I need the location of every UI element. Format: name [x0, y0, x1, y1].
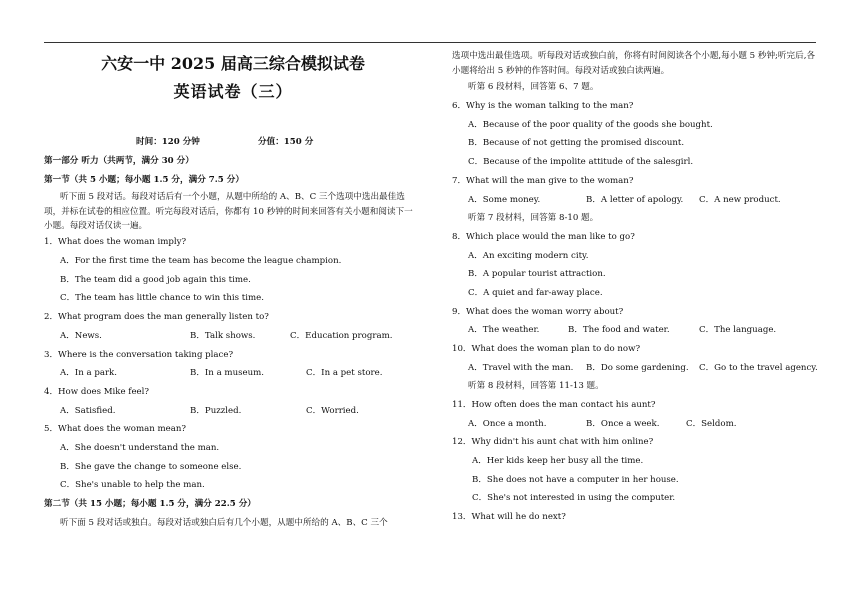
q4-option-b: B．Puzzled. [190, 406, 242, 416]
q4-option-a: A．Satisfied. [60, 406, 116, 416]
q2-option-c: C．Education program. [290, 331, 393, 341]
q5-option-b: B．She gave the change to someone else. [60, 462, 242, 472]
question-9: 9．What does the woman worry about? [452, 307, 624, 317]
question-1: 1．What does the woman imply? [44, 237, 187, 247]
question-5: 5．What does the woman mean? [44, 424, 187, 434]
q11-option-a: A．Once a month. [468, 419, 547, 429]
exam-title: 六安一中 2025 届高三综合模拟试卷 [101, 54, 365, 73]
q8-option-c: C．A quiet and far-away place. [468, 288, 603, 298]
q7-option-c: C．A new product. [699, 195, 781, 205]
q6-option-c: C．Because of the impolite attitude of the salesgirl. [468, 157, 694, 167]
q5-option-c: C．She's unable to help the man. [60, 480, 205, 490]
q7-option-a: A．Some money. [468, 195, 541, 205]
question-10: 10．What does the woman plan to do now? [452, 344, 641, 354]
q12-option-b: B．She does not have a computer in her house. [472, 475, 679, 485]
q8-option-b: B．A popular tourist attraction. [468, 269, 606, 279]
section2-heading: 第二节（共 15 小题；每小题 1.5 分，满分 22.5 分） [44, 499, 256, 509]
part1-heading: 第一部分 听力（共两节，满分 30 分） [44, 156, 194, 166]
section1-heading: 第一节（共 5 小题；每小题 1.5 分，满分 7.5 分） [44, 175, 244, 185]
q5-option-a: A．She doesn't understand the man. [60, 443, 220, 453]
question-7: 7．What will the man give to the woman? [452, 176, 634, 186]
q6-option-a: A．Because of the poor quality of the goods she bought. [468, 120, 713, 130]
exam-time: 时间：120 分钟 [136, 137, 200, 147]
q10-option-a: A．Travel with the man. [468, 363, 574, 373]
exam-subtitle: 英语试卷（三） [173, 82, 293, 101]
material-6-note: 听第 6 段材料，回答第 6、7 题。 [468, 82, 599, 92]
q4-option-c: C．Worried. [306, 406, 359, 416]
q12-option-a: A．Her kids keep her busy all the time. [472, 456, 644, 466]
section1-instructions: 听下面 5 段对话。每段对话后有一个小题，从题中所给的 A、B、C 三个选项中选出最佳选项，并标在试卷的相应位置。听完每段对话后，你都有 10 秒钟的时间来回答有关小题和阅读下一小题。每段对话仅读一遍。 [44, 192, 413, 231]
question-13: 13．What will he do next? [452, 512, 566, 522]
q1-option-a: A．For the first time the team has become the league champion. [60, 256, 342, 266]
q1-option-b: B．The team did a good job again this time. [60, 275, 251, 285]
material-7-note: 听第 7 段材料，回答第 8-10 题。 [468, 213, 599, 223]
q1-option-c: C．The team has little chance to win this time. [60, 293, 264, 303]
q9-option-b: B．The food and water. [568, 325, 670, 335]
question-8: 8．Which place would the man like to go? [452, 232, 635, 242]
question-3: 3．Where is the conversation taking place? [44, 350, 234, 360]
question-6: 6．Why is the woman talking to the man? [452, 101, 634, 111]
exam-score: 分值：150 分 [258, 137, 314, 147]
q7-option-b: B．A letter of apology. [586, 195, 684, 205]
question-12: 12．Why didn't his aunt chat with him online? [452, 437, 654, 447]
q9-option-c: C．The language. [699, 325, 777, 335]
material-8-note: 听第 8 段材料，回答第 11-13 题。 [468, 381, 604, 391]
q11-option-b: B．Once a week. [586, 419, 660, 429]
q10-option-b: B．Do some gardening. [586, 363, 689, 373]
q6-option-b: B．Because of not getting the promised discount. [468, 138, 685, 148]
q11-option-c: C．Seldom. [686, 419, 737, 429]
top-rule [44, 42, 816, 43]
q2-option-a: A．News. [60, 331, 102, 341]
q3-option-b: B．In a museum. [190, 368, 265, 378]
q3-option-a: A．In a park. [60, 368, 117, 378]
q9-option-a: A．The weather. [468, 325, 540, 335]
q2-option-b: B．Talk shows. [190, 331, 256, 341]
section2-instructions-cont: 选项中选出最佳选项。听每段对话或独白前，你将有时间阅读各个小题,每小题 5 秒钟;听完后,各小题将给出 5 秒钟的作答时间。每段对话或独白读两遍。 [452, 51, 816, 76]
question-4: 4．How does Mike feel? [44, 387, 150, 397]
q8-option-a: A．An exciting modern city. [468, 251, 589, 261]
section2-instructions: 听下面 5 段对话或独白。每段对话或独白后有几个小题，从题中所给的 A、B、C 三个 [60, 518, 388, 528]
question-2: 2．What program does the man generally listen to? [44, 312, 269, 322]
q10-option-c: C．Go to the travel agency. [699, 363, 818, 373]
question-11: 11．How often does the man contact his aunt? [452, 400, 656, 410]
q12-option-c: C．She's not interested in using the computer. [472, 493, 676, 503]
q3-option-c: C．In a pet store. [306, 368, 383, 378]
